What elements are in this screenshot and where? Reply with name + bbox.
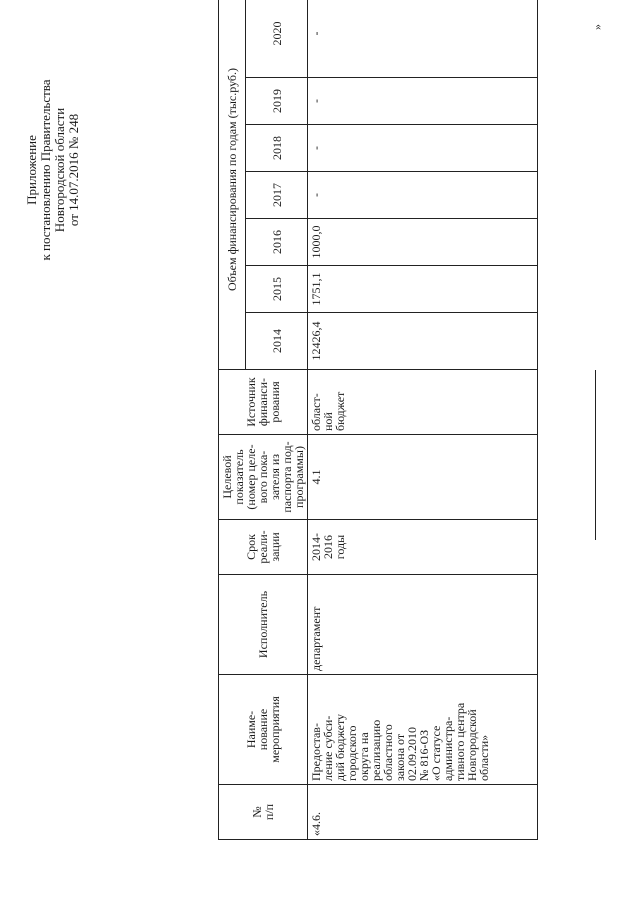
header-name: Наиме- нование мероприятия	[219, 675, 308, 785]
cell-2017: -	[308, 172, 538, 219]
appendix-decree: к постановлению Правительства	[38, 79, 53, 261]
appendix-region: Новгородской области	[52, 107, 67, 233]
divider-line	[595, 370, 596, 540]
cell-2020: -	[308, 0, 538, 78]
cell-2016: 1000,0	[308, 219, 538, 266]
header-year-2016: 2016	[246, 219, 308, 266]
cell-indicator: 4.1	[308, 435, 538, 520]
appendix-date: от 14.07.2016 № 248	[66, 113, 81, 227]
closing-quote-mark: »	[590, 24, 604, 30]
header-num: № п/п	[219, 785, 308, 840]
header-year-2020: 2020	[246, 0, 308, 78]
appendix-header	[25, 40, 81, 300]
financing-table	[218, 0, 538, 840]
header-indicator: Целевой показатель (номер целе- вого пока- зателя из паспорта под- программы)	[219, 435, 308, 520]
header-year-2018: 2018	[246, 125, 308, 172]
header-term: Срок реали- зации	[219, 520, 308, 575]
cell-2018: -	[308, 125, 538, 172]
header-year-2014: 2014	[246, 313, 308, 370]
cell-num: «4.6.	[308, 785, 538, 840]
cell-term: 2014- 2016 годы	[308, 520, 538, 575]
cell-2015: 1751,1	[308, 266, 538, 313]
header-executor: Исполнитель	[219, 575, 308, 675]
header-volume: Объем финансирования по годам (тыс.руб.)	[219, 0, 246, 370]
cell-2014: 12426,4	[308, 313, 538, 370]
header-source: Источник финанси- рования	[219, 370, 308, 435]
rotated-page	[20, 20, 620, 880]
cell-name: Предостав- ление субси- дий бюджету городского округа на реализацию областного закона от 02.09.2010 № 816-ОЗ «О статусе администра- тивного центра Новгородской области»	[308, 675, 538, 785]
cell-source: област- ной бюджет	[308, 370, 538, 435]
appendix-title: Приложение	[24, 135, 39, 205]
table-row	[308, 0, 538, 840]
header-year-2015: 2015	[246, 266, 308, 313]
cell-executor: департамент	[308, 575, 538, 675]
header-year-2017: 2017	[246, 172, 308, 219]
header-year-2019: 2019	[246, 78, 308, 125]
cell-2019: -	[308, 78, 538, 125]
